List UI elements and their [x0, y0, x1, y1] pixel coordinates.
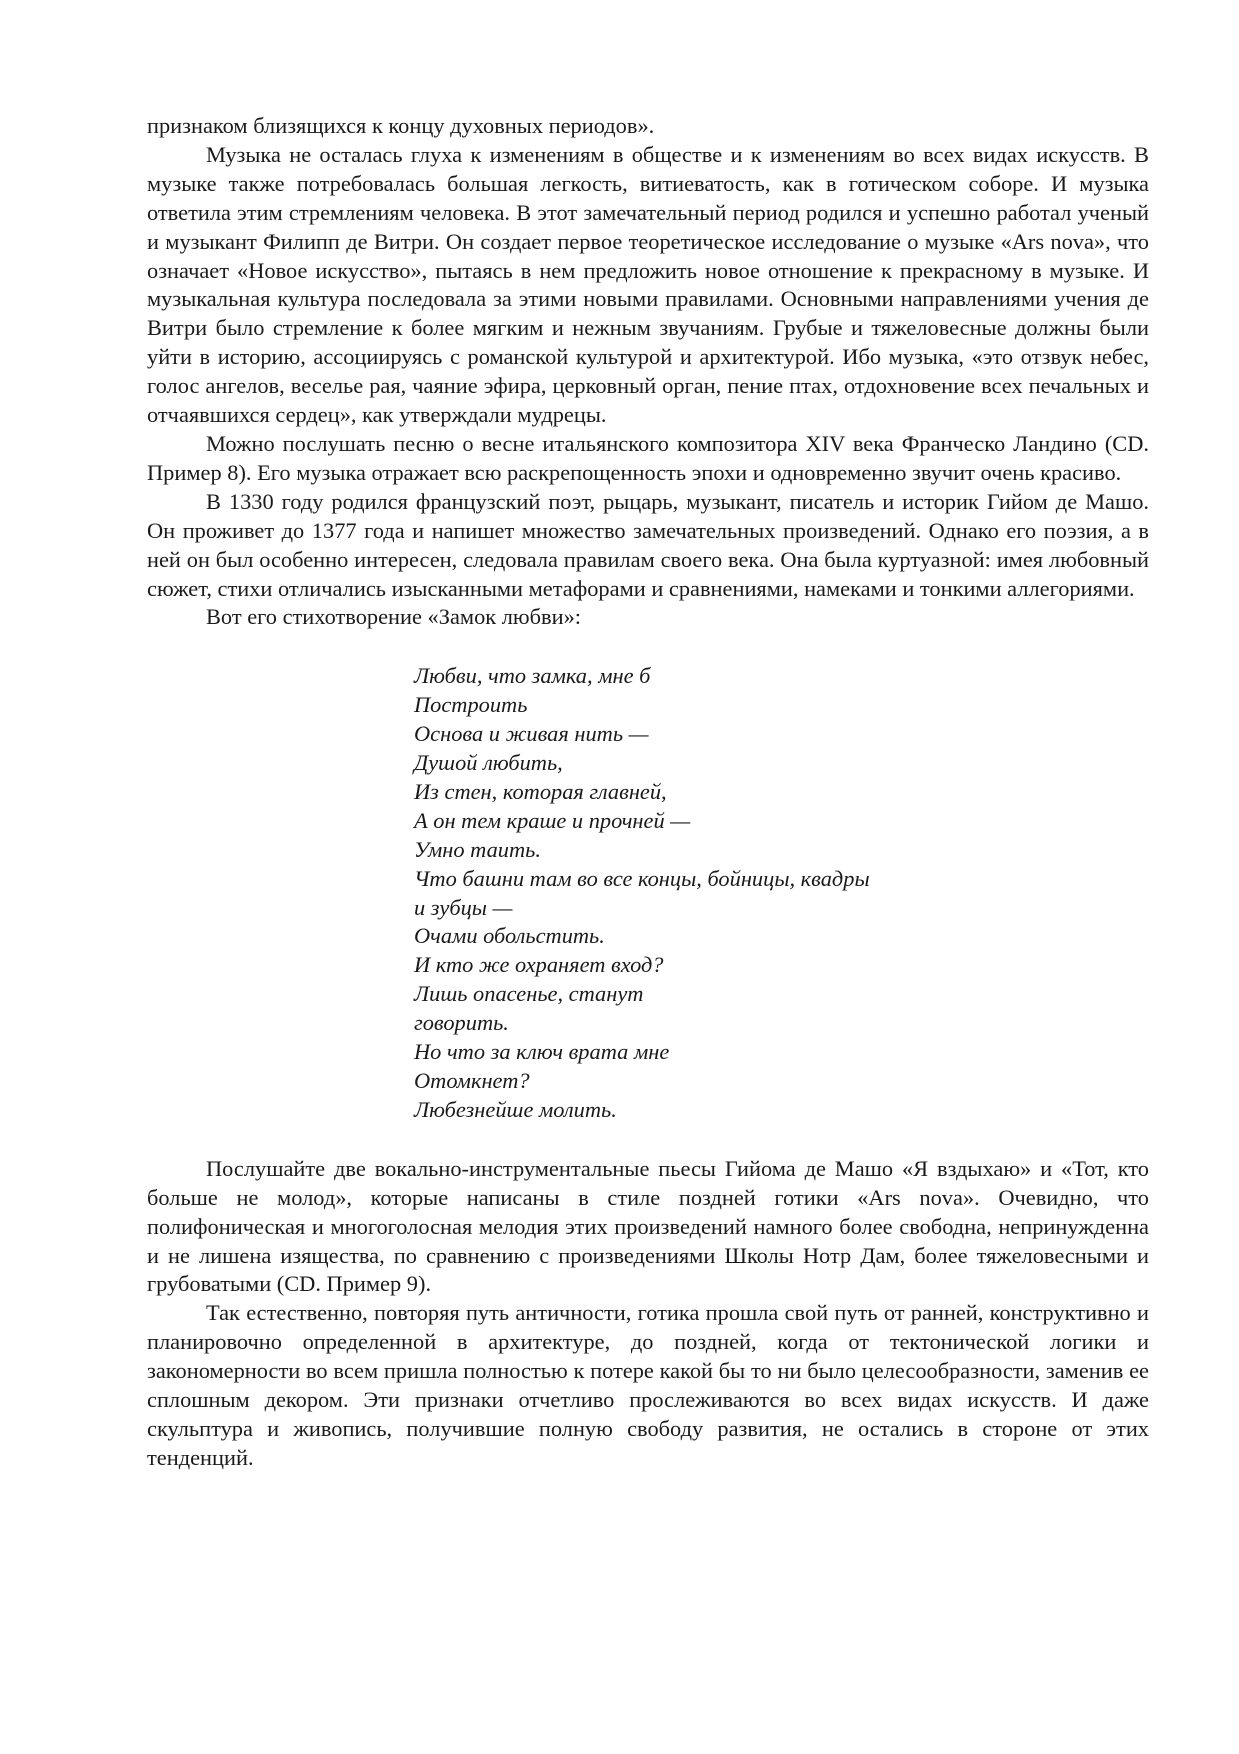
poem-line: говорить. — [414, 1010, 509, 1036]
poem-line: Построить — [414, 692, 528, 718]
poem-line: И кто же охраняет вход? — [414, 952, 664, 978]
poem-line: Основа и живая нить — — [414, 721, 649, 747]
paragraph-music-ars-nova: Музыка не осталась глуха к изменениям в обществе и к изменениям во всех видах искусств. В музыке также потребовалась большая легкость, витиеватость, как в готическом соборе. И музыка ответила этим стремлениям человека. В этот замечательный период родился и успешно работал ученый и музыкант Филипп де Витри. Он создает первое теоретическое исследование о музыке «Ars nova», что означает «Новое искусство», пытаясь в нем предложить новое отношение к прекрасному в музыке. И музыкальная культура последовала за этими новыми правилами. Основными направлениями учения де Витри было стремление к более мягким и нежным звучаниям. Грубые и тяжеловесные должны были уйти в историю, ассоциируясь с романской культурой и архитектурой. Ибо музыка, «это отзвук небес, голос ангелов, веселье рая, чаяние эфира, церковный орган, пение птах, отдохновение всех печальных и отчаявшихся сердец», как утверждали мудрецы. — [147, 141, 1149, 428]
poem-line: Но что за ключ врата мне — [414, 1039, 670, 1065]
poem-line: Умно таить. — [414, 836, 541, 862]
poem-line: Очами обольстить. — [414, 923, 605, 949]
paragraph-continuation: признаком близящихся к концу духовных периодов». — [147, 113, 655, 138]
poem-line: Лишь опасенье, станут — [414, 981, 644, 1007]
poem-block — [414, 662, 1149, 1125]
poem-line: и зубцы — — [414, 894, 513, 920]
poem-line: Из стен, которая главней, — [414, 778, 667, 804]
poem-line: Любезнейше молить. — [414, 1096, 617, 1122]
poem-line: Отомкнет? — [414, 1068, 530, 1093]
paragraph-machaut: В 1330 году родился французский поэт, рыцарь, музыкант, писатель и историк Гийом де Машо. Он проживет до 1377 года и напишет множество замечательных произведений. Однако его поэзия, а в ней он был особенно интересен, следовала правилам своего века. Она была куртуазной: имея любовный сюжет, стихи отличались изысканными метафорами и сравнениями, намеками и тонкими аллегориями. — [147, 488, 1149, 601]
paragraph-landino: Можно послушать песню о весне итальянского композитора XIV века Франческо Ландино (CD. Пример 8). Его музыка отражает всю раскрепощенность эпохи и одновременно звучит очень красиво. — [147, 430, 1149, 485]
paragraph-machaut-pieces: Послушайте две вокально-инструментальные пьесы Гийома де Машо «Я вздыхаю» и «Тот, кто больше не молод», которые написаны в стиле поздней готики «Ars nova». Очевидно, что полифоническая и многоголосная мелодия этих произведений намного более свободна, непринужденна и не лишена изящества, по сравнению с произведениями Школы Нотр Дам, более тяжеловесными и грубоватыми (CD. Пример 9). — [147, 1155, 1149, 1297]
paragraph-poem-intro: Вот его стихотворение «Замок любви»: — [206, 604, 582, 630]
poem-line: Что башни там во все концы, бойницы, квадры — [414, 865, 870, 891]
poem-line: Душой любить, — [414, 750, 563, 776]
poem-line: Любви, что замка, мне б — [414, 663, 651, 689]
poem-line: А он тем краше и прочней — — [414, 807, 691, 833]
paragraph-late-gothic: Так естественно, повторяя путь античности, готика прошла свой путь от ранней, конструктивно и планировочно определенной в архитектуре, до поздней, когда от тектонической логики и закономерности во всем пришла полностью к потере какой бы то ни было целесообразности, заменив ее сплошным декором. Эти признаки отчетливо прослеживаются во всех видах искусств. И даже скульптура и живопись, получившие полную свободу развития, не остались в стороне от этих тенденций. — [147, 1300, 1149, 1470]
document-page — [147, 112, 1149, 1473]
